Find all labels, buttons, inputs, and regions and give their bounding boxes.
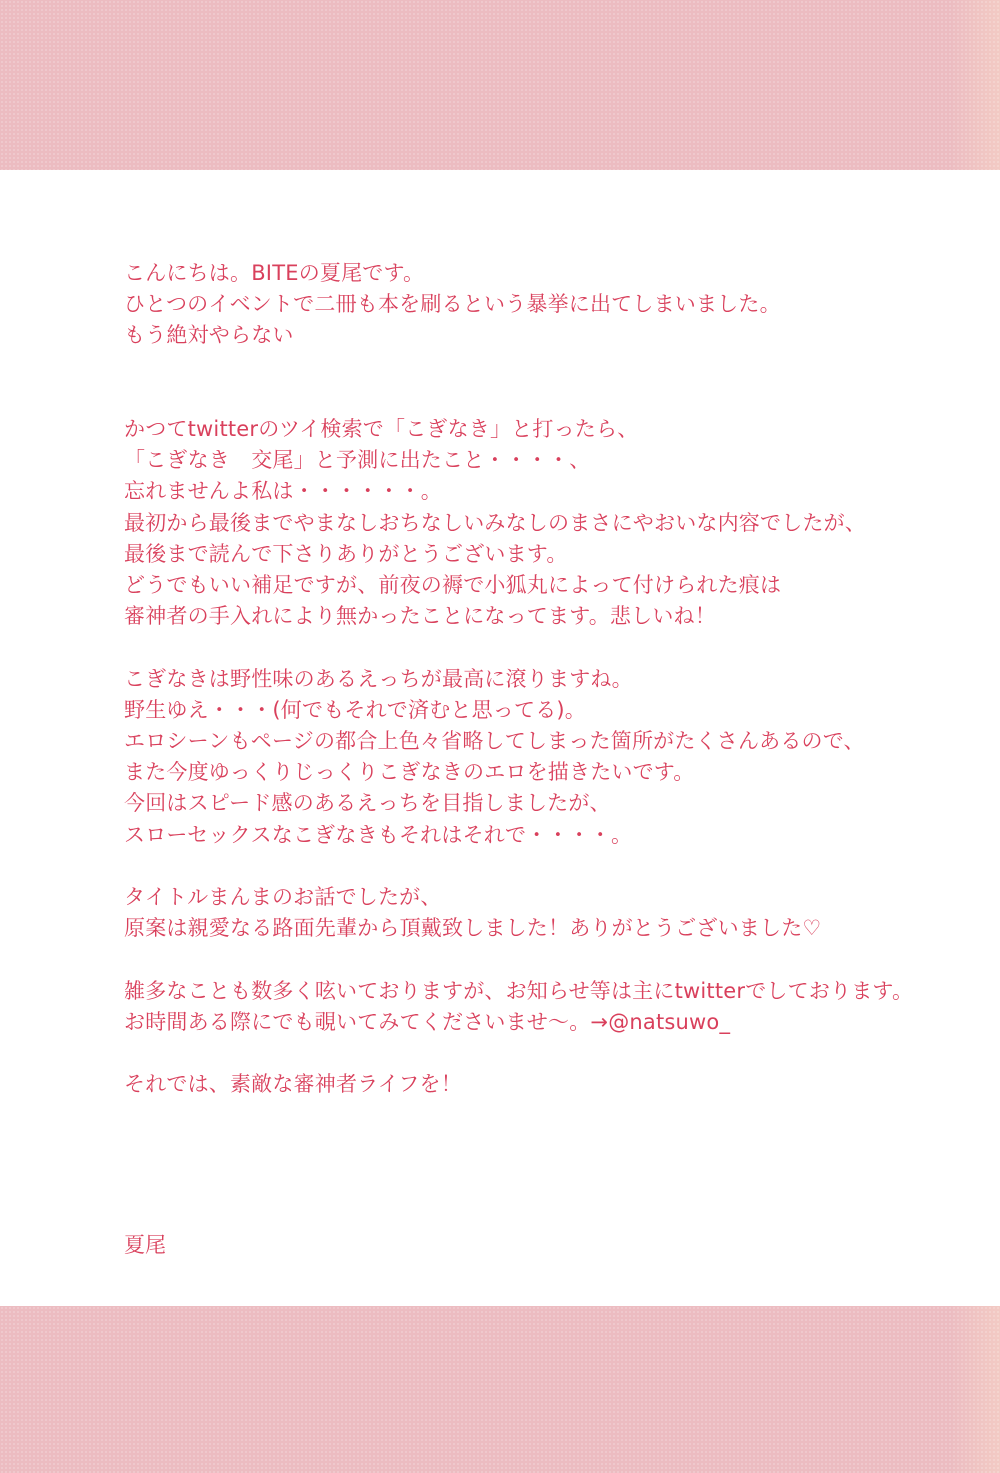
text-line: 「こぎなき 交尾」と予測に出たこと・・・・、 bbox=[124, 448, 591, 473]
paragraph-spacer bbox=[124, 1038, 984, 1069]
text-line: それでは、素敵な審神者ライフを！ bbox=[124, 1072, 462, 1097]
paragraph-spacer bbox=[124, 851, 984, 882]
text-line: 最後まで読んで下さりありがとうございます。 bbox=[124, 541, 568, 566]
text-line: タイトルまんまのお話でしたが、 bbox=[124, 885, 442, 910]
afterword-text bbox=[124, 258, 984, 1100]
afterword-paragraph bbox=[124, 664, 984, 851]
text-line: お時間ある際にでも覗いてみてくださいませ〜。→@natsuwo_ bbox=[124, 1009, 731, 1034]
text-line: 今回はスピード感のあるえっちを目指しましたが、 bbox=[124, 791, 611, 816]
text-line: スローセックスなこぎなきもそれはそれで・・・・。 bbox=[124, 822, 633, 847]
text-line: 雑多なことも数多く呟いておりますが、お知らせ等は主にtwitterでしております。 bbox=[124, 978, 914, 1003]
text-line: エロシーンもページの都合上色々省略してしまった箇所がたくさんあるので、 bbox=[124, 729, 865, 754]
bottom-pink-band bbox=[0, 1306, 1000, 1473]
afterword-paragraph bbox=[124, 258, 984, 352]
paragraph-spacer bbox=[124, 944, 984, 975]
afterword-paragraph bbox=[124, 1069, 984, 1100]
text-line: 忘れませんよ私は・・・・・・。 bbox=[124, 479, 442, 504]
paragraph-spacer bbox=[124, 632, 984, 663]
text-line: かつてtwitterのツイ検索で「こぎなき」と打ったら、 bbox=[124, 417, 639, 441]
top-pink-band bbox=[0, 0, 1000, 170]
text-line: どうでもいい補足ですが、前夜の褥で小狐丸によって付けられた痕は bbox=[124, 573, 782, 598]
author-signature: 夏尾 bbox=[124, 1233, 166, 1257]
text-line: 最初から最後までやまなしおちなしいみなしのまさにやおいな内容でしたが、 bbox=[124, 510, 866, 535]
text-line: 審神者の手入れにより無かったことになってます。悲しいね！ bbox=[124, 604, 716, 629]
text-line: ひとつのイベントで二冊も本を刷るという暴挙に出てしまいました。 bbox=[124, 292, 781, 317]
text-line: もう絶対やらない bbox=[124, 323, 294, 348]
text-line: こぎなきは野性味のあるえっちが最高に滾りますね。 bbox=[124, 666, 633, 691]
text-line: 野生ゆえ・・・(何でもそれで済むと思ってる)。 bbox=[124, 697, 586, 722]
afterword-paragraph bbox=[124, 976, 984, 1038]
afterword-paragraph bbox=[124, 414, 984, 632]
afterword-paragraph bbox=[124, 882, 984, 944]
text-line: 原案は親愛なる路面先輩から頂戴致しました！ありがとうございました♡ bbox=[124, 916, 822, 941]
paragraph-spacer bbox=[124, 352, 984, 414]
text-line: こんにちは。BITEの夏尾です。 bbox=[124, 261, 425, 285]
text-line: また今度ゆっくりじっくりこぎなきのエロを描きたいです。 bbox=[124, 760, 695, 785]
